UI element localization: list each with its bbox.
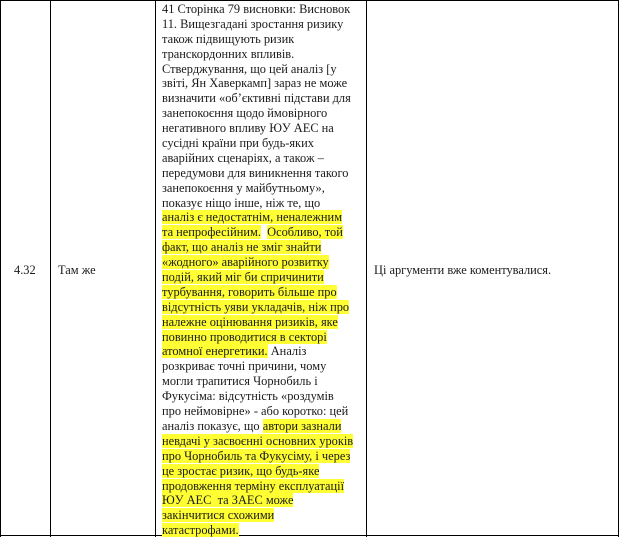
text-segment: Аналіз — [267, 344, 307, 359]
highlighted-text: Особливо, той — [267, 225, 343, 240]
text-line — [162, 389, 372, 404]
highlighted-text: належне оцінювання ризиків, яке — [162, 314, 338, 329]
text-line — [162, 62, 372, 77]
text-segment: транскордонних впливів. — [162, 46, 295, 61]
text-line — [162, 508, 372, 523]
highlighted-text: це зростає ризик, що будь-яке — [162, 463, 320, 478]
text-segment: розкриває точні причини, чому — [162, 359, 327, 374]
text-segment: сусідні країни при будь-яких — [162, 136, 314, 151]
text-segment: звіті, Ян Хаверкамп] зараз не може — [162, 76, 348, 91]
table-border-left — [0, 0, 1, 537]
column-divider — [155, 0, 156, 537]
text-line — [162, 255, 372, 270]
text-line — [162, 32, 372, 47]
text-segment: визначити «об’єктивні підстави для — [162, 91, 351, 106]
text-line — [162, 136, 372, 151]
text-line — [162, 449, 372, 464]
highlighted-text: невдачі у засвоєнні основних уроків — [162, 433, 354, 448]
highlighted-text: аналіз є недостатнім, неналежним — [162, 210, 343, 225]
text-line — [162, 359, 372, 374]
text-segment: занепокоєння у майбутньому», — [162, 180, 325, 195]
text-segment: аналіз показує, що — [162, 418, 263, 433]
highlighted-text: факт, що аналіз не зміг знайти — [162, 240, 322, 255]
highlighted-text: та непрофесійним. — [162, 225, 261, 240]
text-line — [162, 300, 372, 315]
text-line — [162, 285, 372, 300]
text-line — [162, 330, 372, 345]
text-line — [162, 91, 372, 106]
text-line — [162, 76, 372, 91]
highlighted-text: про Чорнобиль та Фукусіму, і через — [162, 448, 351, 463]
text-line — [162, 106, 372, 121]
text-line — [162, 523, 372, 538]
text-segment: передумови для виникнення такого — [162, 165, 349, 180]
text-segment: про неймовірне» - або коротко: цей — [162, 404, 349, 419]
text-line — [162, 479, 372, 494]
highlighted-text: атомної енергетики. — [162, 344, 268, 359]
text-line — [162, 225, 372, 240]
table-border-right — [618, 0, 619, 537]
text-segment: Фукусіма: відсутність «роздумів — [162, 389, 334, 404]
highlighted-text: автори зазнали — [262, 418, 342, 433]
text-line — [162, 151, 372, 166]
response-text: Ці аргументи вже коментувалися. — [374, 263, 552, 277]
text-segment: Стверджування, що цей аналіз [у — [162, 61, 337, 76]
text-segment: 11. Вищезгадані зростання ризику — [162, 16, 344, 31]
row-number: 4.32 — [14, 263, 36, 277]
text-line — [162, 419, 372, 434]
text-line — [162, 404, 372, 419]
text-line — [162, 166, 372, 181]
text-line — [162, 493, 372, 508]
text-segment: негативного впливу ЮУ АЕС на — [162, 121, 334, 136]
highlighted-text: подій, який міг би спричинити — [162, 270, 324, 285]
source-reference: Там же — [58, 263, 96, 277]
text-line — [162, 181, 372, 196]
highlighted-text: «жодного» аварійного розвитку — [162, 255, 329, 270]
text-line — [162, 464, 372, 479]
text-segment: могли трапитися Чорнобиль і — [162, 374, 318, 389]
text-line — [162, 196, 372, 211]
highlighted-text: продовження терміну експлуатації — [162, 478, 345, 493]
highlighted-text: закінчитися схожими — [162, 508, 275, 523]
highlighted-text: турбування, говорить більше про — [162, 284, 337, 299]
text-line — [162, 270, 372, 285]
text-segment: аварійних сценаріях, а також – — [162, 150, 324, 165]
text-line — [162, 240, 372, 255]
text-segment: також підвищують ризик — [162, 31, 295, 46]
text-line — [162, 344, 372, 359]
text-line — [162, 17, 372, 32]
text-line — [162, 2, 372, 17]
comment-text — [162, 2, 372, 538]
highlighted-text: відсутність уяви укладачів, ніж про — [162, 299, 350, 314]
text-line — [162, 47, 372, 62]
highlighted-text: ЮУ АЕС та ЗАЕС може — [162, 493, 294, 508]
highlighted-text: повинно проводитися в секторі — [162, 329, 327, 344]
text-line — [162, 315, 372, 330]
text-segment: занепокоєння щодо ймовірного — [162, 106, 328, 121]
text-line — [162, 434, 372, 449]
text-segment: 41 Сторінка 79 висновки: Висновок — [162, 2, 351, 16]
text-line — [162, 374, 372, 389]
text-line — [162, 121, 372, 136]
text-line — [162, 210, 372, 225]
highlighted-text: катастрофами. — [162, 523, 239, 538]
text-segment: показує ніщо інше, ніж те, що — [162, 195, 321, 210]
column-divider — [50, 0, 51, 537]
